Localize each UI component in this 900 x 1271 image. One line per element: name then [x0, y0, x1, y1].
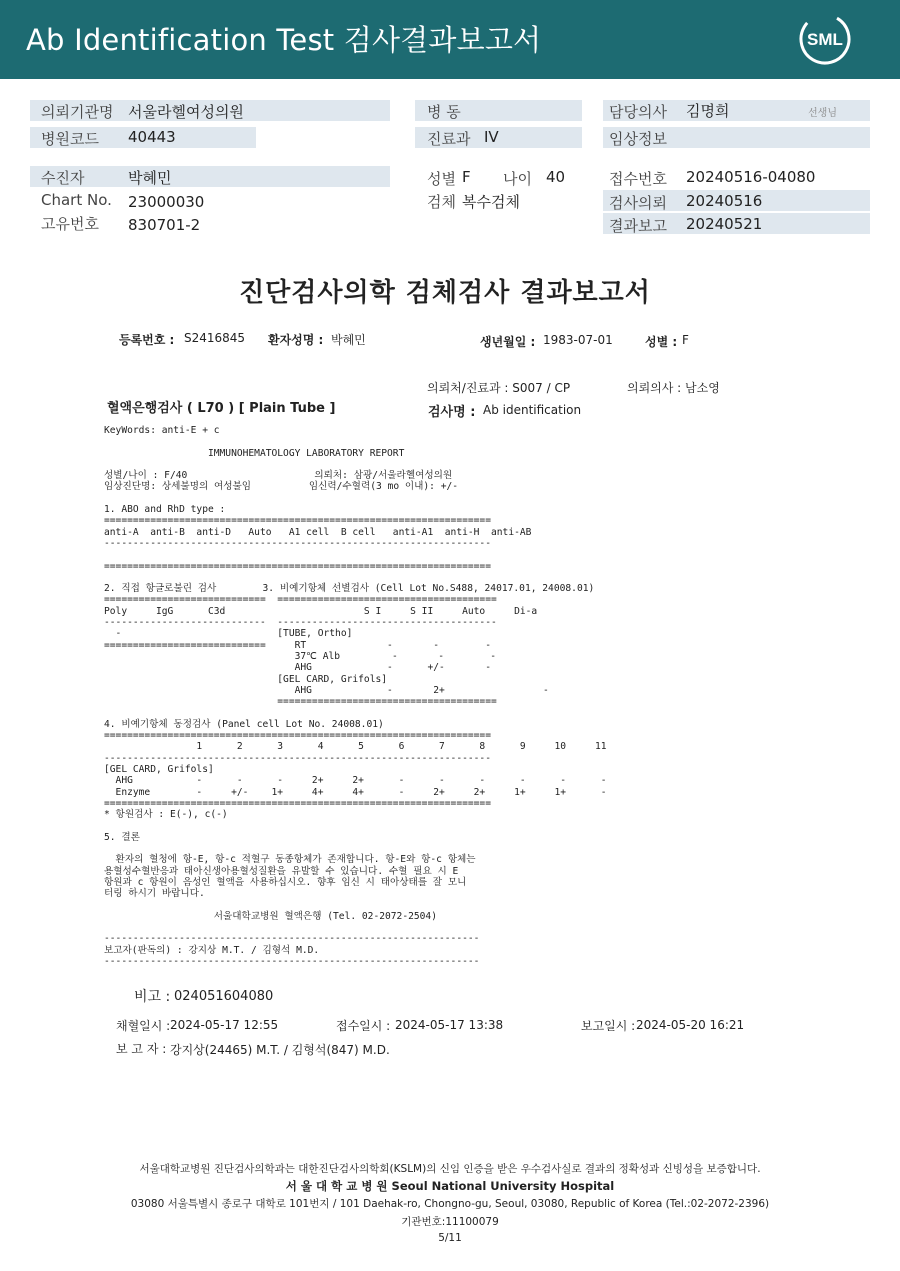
- receive-value: 2024-05-17 13:38: [395, 1018, 504, 1032]
- receipt-label: 접수번호: [609, 170, 667, 188]
- sex-label: 성별: [427, 170, 456, 188]
- receipt-value: 20240516-04080: [686, 168, 816, 186]
- name-value: 박혜민: [331, 333, 366, 347]
- doctor-value: 김명희: [686, 102, 730, 120]
- footer-org-no: 기관번호:11100079: [401, 1216, 499, 1228]
- reportdt-label: 보고일시 :: [581, 1019, 636, 1033]
- report-sex-label: 성별 :: [645, 335, 678, 349]
- hospital-code-value: 40443: [128, 128, 176, 146]
- requester-dept: 의뢰처/진료과 : S007 / CP: [427, 381, 571, 395]
- remark-label: 비고 :: [134, 989, 171, 1005]
- birth-label: 생년월일 :: [480, 335, 536, 349]
- test-group: 혈액은행검사 ( L70 ) [ Plain Tube ]: [107, 401, 336, 416]
- reporter-value: 강지상(24465) M.T. / 김형석(847) M.D.: [170, 1043, 390, 1057]
- receive-label: 접수일시 :: [336, 1019, 391, 1033]
- ward-label: 병 동: [427, 103, 461, 121]
- report-value: 20240521: [686, 215, 763, 233]
- collect-value: 2024-05-17 12:55: [170, 1018, 279, 1032]
- department-label: 진료과: [427, 130, 471, 148]
- page-title: Ab Identification Test 검사결과보고서: [26, 23, 542, 57]
- header-bar: [0, 0, 900, 79]
- patient-label: 수진자: [41, 169, 85, 187]
- reportdt-value: 2024-05-20 16:21: [636, 1018, 745, 1032]
- hospital-code-label: 병원코드: [41, 130, 99, 148]
- report-title: 진단검사의학 검체검사 결과보고서: [239, 278, 651, 308]
- test-name-label: 검사명 :: [428, 405, 476, 420]
- requester-doctor: 의뢰의사 : 남소영: [627, 381, 720, 395]
- institution-value: 서울라헬여성의원: [128, 103, 244, 121]
- reporter-label: 보 고 자 :: [116, 1042, 167, 1056]
- age-value: 40: [546, 168, 566, 186]
- patient-value: 박혜민: [128, 169, 172, 187]
- institution-label: 의뢰기관명: [41, 103, 114, 121]
- page-number: 5/11: [438, 1232, 462, 1244]
- name-label: 환자성명 :: [268, 333, 324, 347]
- svg-text:SML: SML: [807, 30, 843, 49]
- sex-value: F: [462, 168, 471, 186]
- chart-value: 23000030: [128, 193, 205, 211]
- unique-value: 830701-2: [128, 216, 201, 234]
- footer-certification: 서울대학교병원 진단검사의학과는 대한진단검사의학회(KSLM)의 신임 인증을 받은 우수검사실로 결과의 정확성과 신빙성을 보증합니다.: [139, 1163, 761, 1175]
- specimen-value: 복수검체: [462, 193, 520, 211]
- reg-value: S2416845: [184, 331, 246, 345]
- doctor-label: 담당의사: [609, 103, 667, 121]
- reg-label: 등록번호 :: [119, 333, 175, 347]
- footer-address: 03080 서울특별시 종로구 대학로 101번지 / 101 Daehak-ro, Chongno-gu, Seoul, 03080, Republic of Korea (Tel.:02-2072-2396): [130, 1198, 770, 1210]
- birth-value: 1983-07-01: [543, 333, 613, 347]
- request-value: 20240516: [686, 192, 763, 210]
- age-label: 나이: [503, 170, 532, 188]
- report-body: KeyWords: anti-E + c IMMUNOHEMATOLOGY LABORATORY REPORT 성별/나이 : F/40 의뢰처: 삼광/서울라헬여성의원 임상진단명: 상세불명의 여성불임 임신력/수혈력(3 mo 이내): +/- 1. ABO and RhD type : =================================================================== anti-A anti-B anti-D Auto A1 cell B cell anti-A1 anti-H anti-AB ------------------------------------------------------------------- =================================================================== 2. 직접 항글로불린 검사 3. 비예기항체 선별검사 (Cell Lot No.S488, 24017.01, 24008.01) ============================ ====================================== Poly IgG C3d S I S II Auto Di-a ---------------------------- -------------------------------------- - [TUBE, Ortho] ============================ RT - - - 37℃ Alb - - - AHG - +/- - [GEL CARD, Grifols] AHG - 2+ - ====================================== 4. 비예기항체 동정검사 (Panel cell Lot No. 24008.01) =================================================================== 1 2 3 4 5 6 7 8 9 10 11 ------------------------------------------------------------------- [GEL CARD, Grifols] AHG - - - 2+ 2+ - - - - - - Enzyme - +/- 1+ 4+ 4+ - 2+ 2+ 1+ 1+ - =================================================================== * 항원검사 : E(-), c(-) 5. 결론 환자의 혈청에 항-E, 항-c 적혈구 동종항체가 존재합니다. 항-E와 항-c 항체는 용혈성수혈반응과 태아신생아용혈성질환을 유발할 수 있습니다. 수혈 필요 시 E 항원과 c 항원이 음성인 혈액을 사용하십시오. 향후 임신 시 태아상태를 잘 모니 터링 하시기 바랍니다. 서울대학교병원 혈액은행 (Tel. 02-2072-2504) ----------------------------------------------------------------- 보고자(판독의) : 강지상 M.T. / 김형석 M.D. -----------------------------------------------------------------: [104, 425, 607, 967]
- specimen-label: 검체: [427, 193, 456, 211]
- report-sex-value: F: [682, 333, 689, 347]
- department-value: IV: [484, 128, 499, 146]
- footer-hospital: 서 울 대 학 교 병 원 Seoul National University Hospital: [285, 1179, 615, 1193]
- test-name-value: Ab identification: [483, 403, 582, 417]
- report-label: 결과보고: [609, 217, 667, 235]
- chart-label: Chart No.: [41, 191, 112, 209]
- collect-label: 채혈일시 :: [116, 1019, 171, 1033]
- unique-label: 고유번호: [41, 215, 99, 233]
- remark-value: 024051604080: [174, 989, 274, 1004]
- sml-logo-icon: [798, 12, 852, 66]
- clinical-label: 임상정보: [609, 130, 667, 148]
- request-label: 검사의뢰: [609, 194, 667, 212]
- doctor-suffix: 선생님: [808, 108, 837, 119]
